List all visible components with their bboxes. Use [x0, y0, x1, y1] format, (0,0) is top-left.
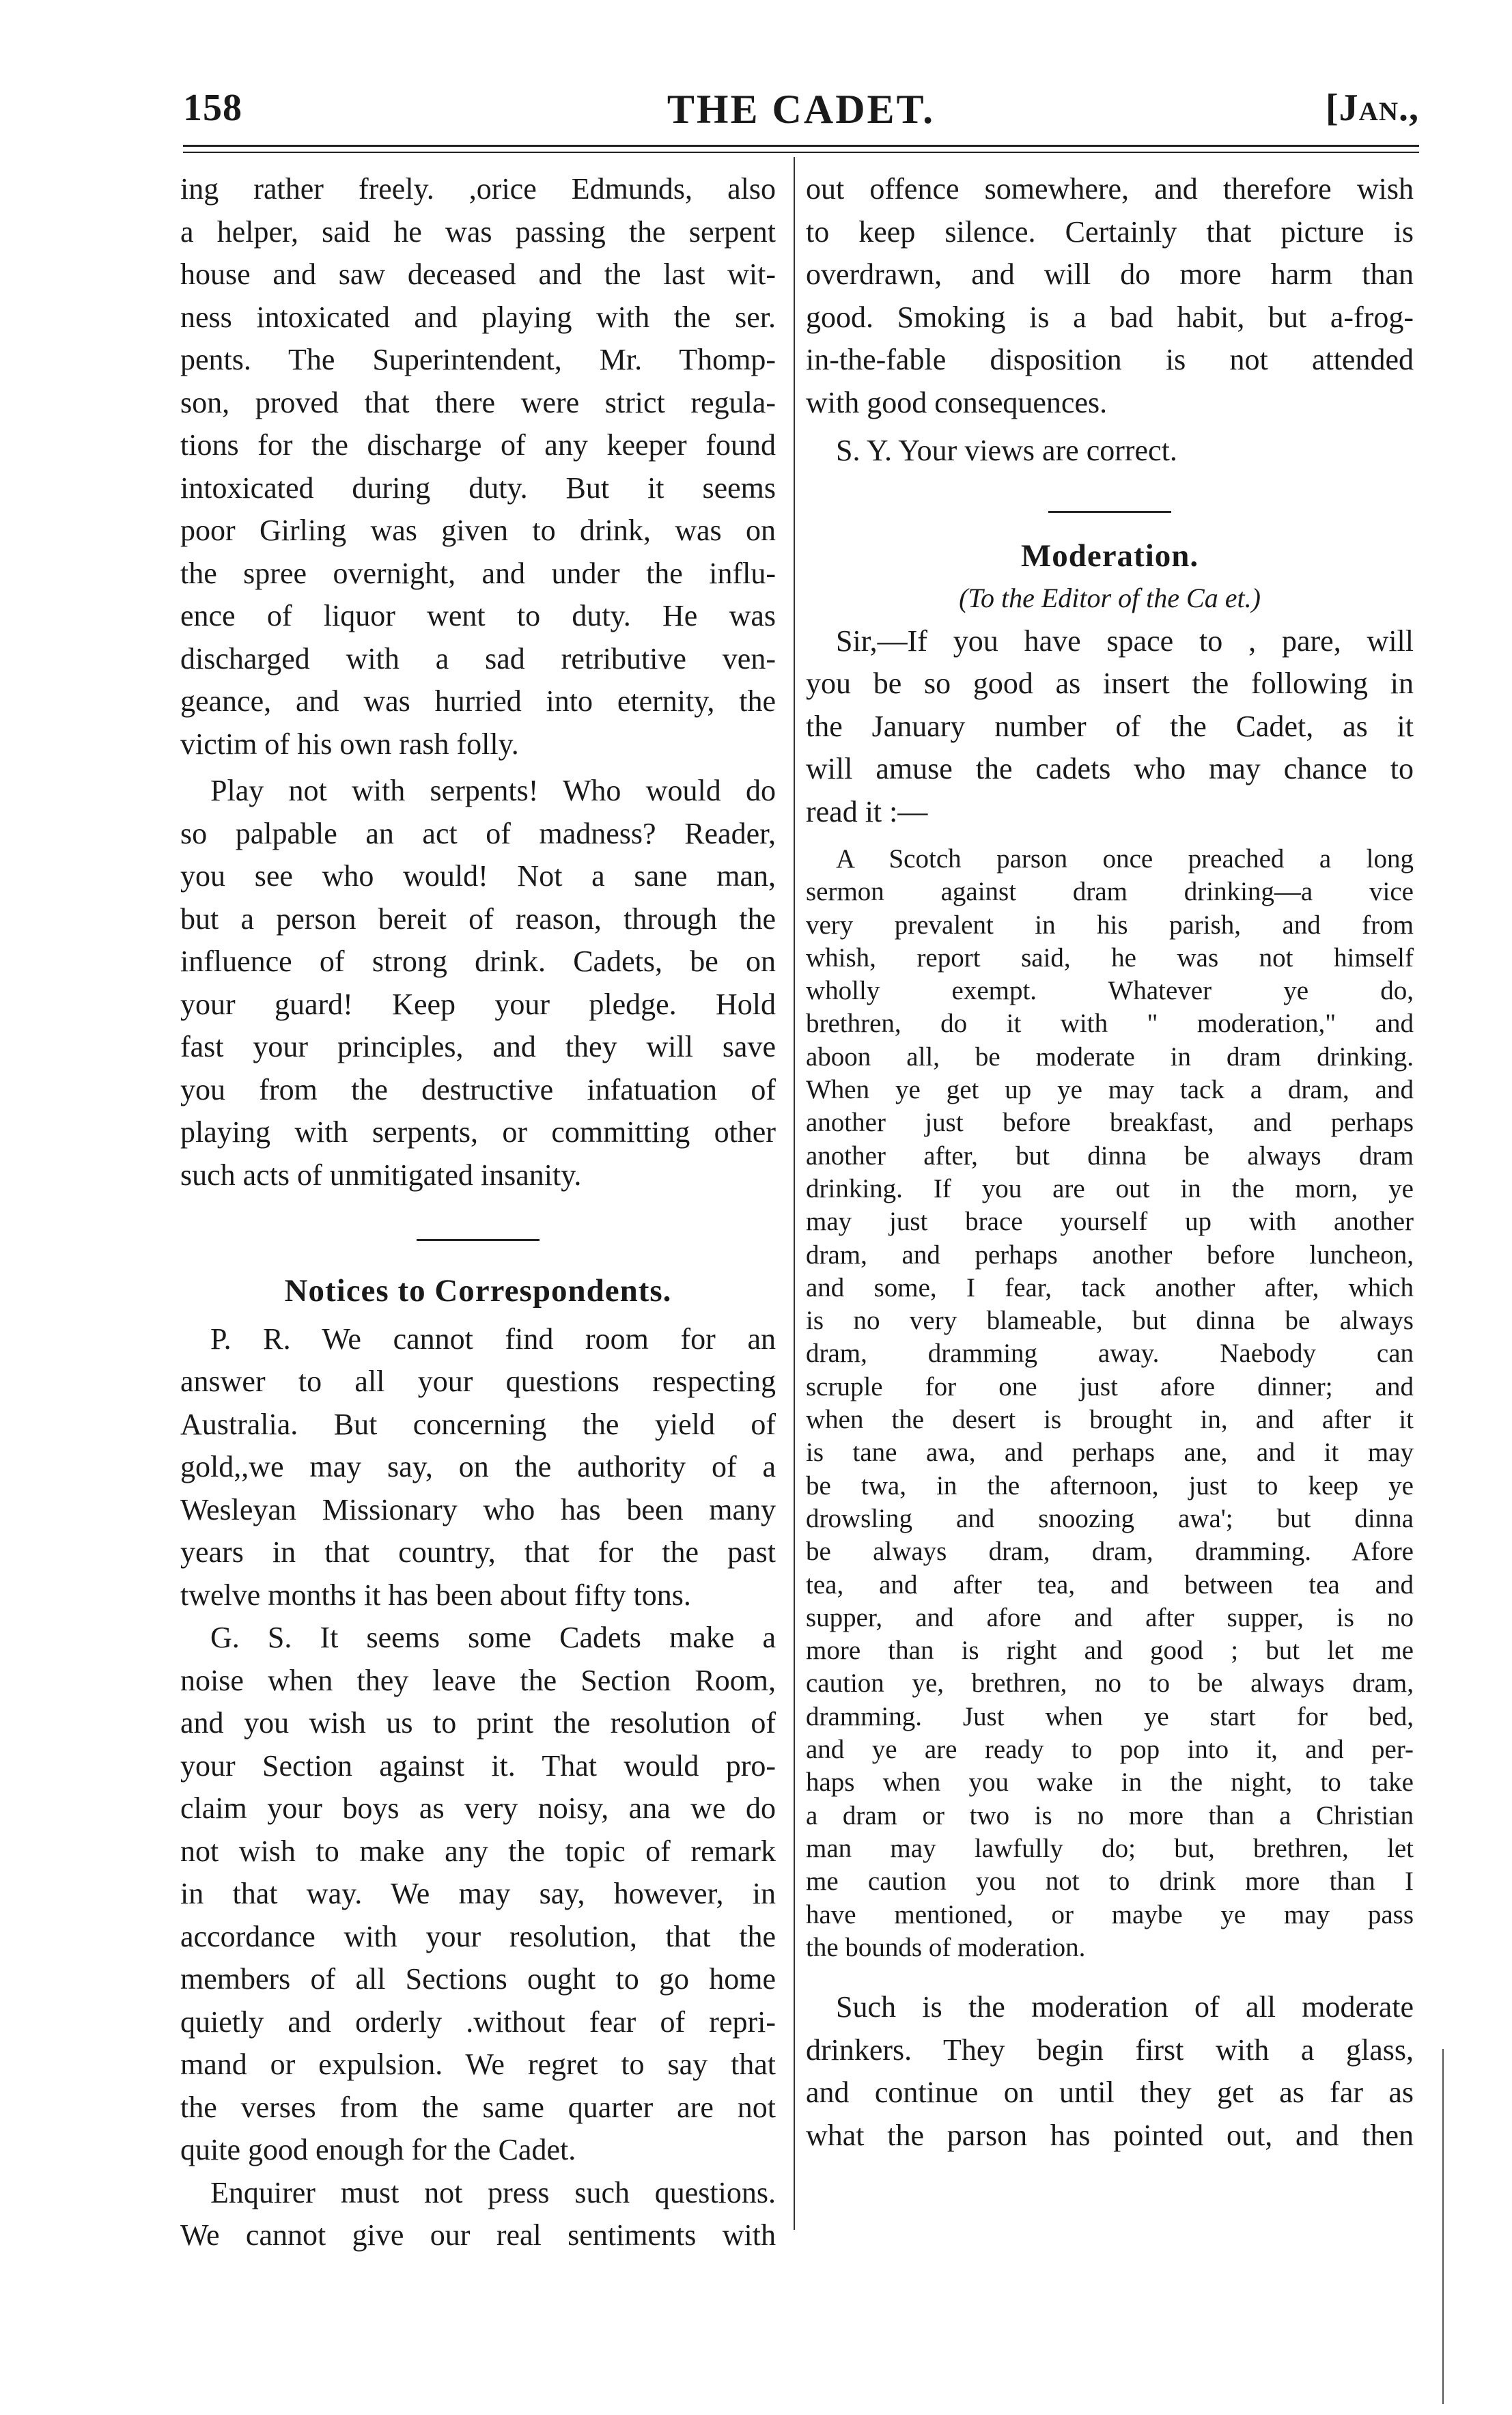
- play-paragraph: [180, 770, 776, 1197]
- text-line: in-the-fable disposition is not attended: [806, 343, 1414, 376]
- text-line: supper, and afore and after supper, is no: [806, 1602, 1414, 1632]
- text-line: We cannot give our real sentiments with: [180, 2218, 776, 2252]
- text-line: son, proved that there were strict regula-: [180, 385, 776, 419]
- text-line: the verses from the same quarter are not: [180, 2090, 776, 2124]
- text-line: noise when they leave the Section Room,: [180, 1663, 776, 1697]
- text-line: S. Y. Your views are correct.: [836, 434, 1177, 467]
- text-line: G. S. It seems some Cadets make a: [210, 1621, 776, 1654]
- text-line: the bounds of moderation.: [806, 1932, 1086, 1962]
- text-line: ness intoxicated and playing with the ser.: [180, 300, 776, 334]
- text-line: scruple for one just afore dinner; and: [806, 1371, 1414, 1401]
- text-line: P. R. We cannot find room for an: [210, 1322, 776, 1356]
- text-line: answer to all your questions respecting: [180, 1365, 776, 1398]
- sir-letter-paragraph: [806, 620, 1414, 834]
- text-line: is tane awa, and perhaps ane, and it may: [806, 1438, 1414, 1468]
- sy-notice: [806, 430, 1414, 473]
- text-line: very prevalent in his parish, and from: [806, 910, 1414, 940]
- text-line: A Scotch parson once preached a long: [836, 844, 1414, 874]
- text-line: to keep silence. Certainly that picture is: [806, 214, 1414, 249]
- text-line: gold,,we may say, on the authority of a: [180, 1450, 776, 1483]
- text-line: Wesleyan Missionary who has been many: [180, 1492, 776, 1526]
- running-header: [183, 81, 1419, 135]
- gs-notice: [180, 1617, 776, 2172]
- text-line: mand or expulsion. We regret to say that: [180, 2048, 776, 2081]
- text-line: dram, dramming away. Naebody can: [806, 1339, 1414, 1369]
- text-line: fast your principles, and they will save: [180, 1030, 776, 1063]
- text-line: in that way. We may say, however, in: [180, 1877, 776, 1910]
- section-spacer: [180, 1241, 776, 1270]
- text-line: a dram or two is no more than a Christian: [806, 1800, 1414, 1830]
- text-line: poor Girling was given to drink, was on: [180, 514, 776, 547]
- text-line: dram, and perhaps another before luncheon,: [806, 1240, 1414, 1270]
- pr-notice: [180, 1318, 776, 1617]
- text-line: and ye are ready to pop into it, and per-: [806, 1735, 1414, 1765]
- text-line: and you wish us to print the resolution of: [180, 1706, 776, 1740]
- text-line: geance, and was hurried into eternity, the: [180, 684, 776, 718]
- page-number: 158: [183, 87, 242, 129]
- editor-byline: (To the Editor of the Ca et.): [959, 583, 1261, 613]
- text-line: ing rather freely. ,orice Edmunds, also: [180, 172, 776, 206]
- section-spacer: [180, 1197, 776, 1239]
- text-line: Enquirer must not press such questions.: [210, 2175, 776, 2209]
- text-line: Sir,—If you have space to , pare, will: [836, 624, 1414, 658]
- left-column: [180, 168, 776, 2257]
- text-line: quietly and orderly .without fear of repri-: [180, 2005, 776, 2039]
- text-line: caution ye, brethren, no to be always dram,: [806, 1669, 1414, 1699]
- text-line: is no very blameable, but dinna be always: [806, 1306, 1414, 1336]
- text-line: whish, report said, he was not himself: [806, 943, 1414, 973]
- text-line: read it :—: [806, 794, 928, 828]
- text-line: drowsling and snoozing awa'; but dinna: [806, 1503, 1414, 1533]
- serpents-paragraph: [180, 168, 776, 766]
- section-spacer: [806, 513, 1414, 535]
- text-line: Such is the moderation of all moderate: [836, 1990, 1414, 2024]
- text-line: When ye get up ye may tack a dram, and: [806, 1075, 1414, 1105]
- text-line: you be so good as insert the following in: [806, 667, 1414, 700]
- text-line: years in that country, that for the past: [180, 1535, 776, 1569]
- text-line: another just before breakfast, and perhaps: [806, 1108, 1414, 1138]
- text-line: house and saw deceased and the last wit-: [180, 257, 776, 291]
- text-line: discharged with a sad retributive ven-: [180, 641, 776, 675]
- text-line: and some, I fear, tack another after, which: [806, 1272, 1414, 1302]
- text-line: playing with serpents, or committing other: [180, 1115, 776, 1149]
- text-line: have mentioned, or maybe ye may pass: [806, 1899, 1414, 1929]
- text-line: twelve months it has been about fifty tons.: [180, 1578, 691, 1612]
- column-divider: [794, 157, 795, 2230]
- text-line: haps when you wake in the night, to take: [806, 1768, 1414, 1798]
- running-title: THE CADET.: [667, 87, 936, 132]
- text-line: man may lawfully do; but, brethren, let: [806, 1833, 1414, 1863]
- text-line: more than is right and good ; but let me: [806, 1636, 1414, 1666]
- text-line: another after, but dinna be always dram: [806, 1141, 1414, 1171]
- scotch-parson-quote: [806, 843, 1414, 1964]
- continued-paragraph: [806, 168, 1414, 424]
- text-line: when the desert is brought in, and after it: [806, 1405, 1414, 1435]
- text-line: quite good enough for the Cadet.: [180, 2133, 576, 2166]
- text-line: you from the destructive infatuation of: [180, 1072, 776, 1106]
- notices-heading: Notices to Correspondents.: [284, 1273, 672, 1309]
- text-line: wholly exempt. Whatever ye do,: [806, 976, 1414, 1006]
- text-line: be always dram, dram, dramming. Afore: [806, 1537, 1414, 1567]
- section-spacer: [806, 473, 1414, 511]
- text-line: may just brace yourself up with another: [806, 1207, 1414, 1237]
- text-line: influence of strong drink. Cadets, be on: [180, 945, 776, 978]
- right-column: [806, 168, 1414, 2157]
- text-line: will amuse the cadets who may chance to: [806, 752, 1414, 785]
- enquirer-notice: [180, 2172, 776, 2257]
- text-line: Play not with serpents! Who would do: [210, 774, 776, 807]
- text-line: me caution you not to drink more than I: [806, 1867, 1414, 1897]
- text-line: so palpable an act of madness? Reader,: [180, 816, 776, 850]
- text-line: pents. The Superintendent, Mr. Thomp-: [180, 343, 776, 376]
- text-line: you see who would! Not a sane man,: [180, 859, 776, 893]
- text-line: tea, and after tea, and between tea and: [806, 1569, 1414, 1600]
- text-line: members of all Sections ought to go home: [180, 1962, 776, 1996]
- moderation-heading: Moderation.: [1020, 538, 1199, 574]
- text-line: out offence somewhere, and therefore wish: [806, 172, 1414, 206]
- text-line: be twa, in the afternoon, just to keep ye: [806, 1470, 1414, 1500]
- text-line: such acts of unmitigated insanity.: [180, 1158, 582, 1192]
- text-line: claim your boys as very noisy, ana we do: [180, 1791, 776, 1825]
- page-edge-mark: [1442, 2049, 1444, 2404]
- header-rule-thin: [183, 152, 1419, 153]
- text-line: but a person bereit of reason, through the: [180, 902, 776, 936]
- text-line: the January number of the Cadet, as it: [806, 709, 1414, 743]
- text-line: and continue on until they get as far as: [806, 2076, 1414, 2110]
- text-line: your Section against it. That would pro-: [180, 1748, 776, 1783]
- text-line: with good consequences.: [806, 385, 1108, 419]
- header-rule-thick: [183, 145, 1419, 147]
- such-paragraph: [806, 1986, 1414, 2157]
- text-line: tions for the discharge of any keeper found: [180, 428, 776, 462]
- text-line: drinkers. They begin first with a glass,: [806, 2033, 1414, 2067]
- text-line: victim of his own rash folly.: [180, 727, 519, 761]
- text-line: intoxicated during duty. But it seems: [180, 471, 776, 505]
- text-line: what the parson has pointed out, and then: [806, 2118, 1414, 2152]
- text-line: drinking. If you are out in the morn, ye: [806, 1173, 1414, 1203]
- text-line: overdrawn, and will do more harm than: [806, 257, 1414, 291]
- text-line: good. Smoking is a bad habit, but a-frog-: [806, 300, 1414, 334]
- running-date: [Jan.,: [1326, 87, 1419, 129]
- text-line: not wish to make any the topic of remark: [180, 1834, 776, 1868]
- text-line: the spree overnight, and under the influ-: [180, 556, 776, 590]
- text-line: Australia. But concerning the yield of: [180, 1407, 776, 1441]
- text-line: accordance with your resolution, that the: [180, 1919, 776, 1953]
- text-line: ence of liquor went to duty. He was: [180, 599, 776, 632]
- text-line: aboon all, be moderate in dram drinking.: [806, 1042, 1414, 1072]
- text-line: brethren, do it with " moderation," and: [806, 1009, 1414, 1039]
- text-line: dramming. Just when ye start for bed,: [806, 1701, 1414, 1731]
- text-line: sermon against dram drinking—a vice: [806, 877, 1414, 907]
- text-line: your guard! Keep your pledge. Hold: [180, 987, 776, 1021]
- text-line: a helper, said he was passing the serpent: [180, 214, 776, 249]
